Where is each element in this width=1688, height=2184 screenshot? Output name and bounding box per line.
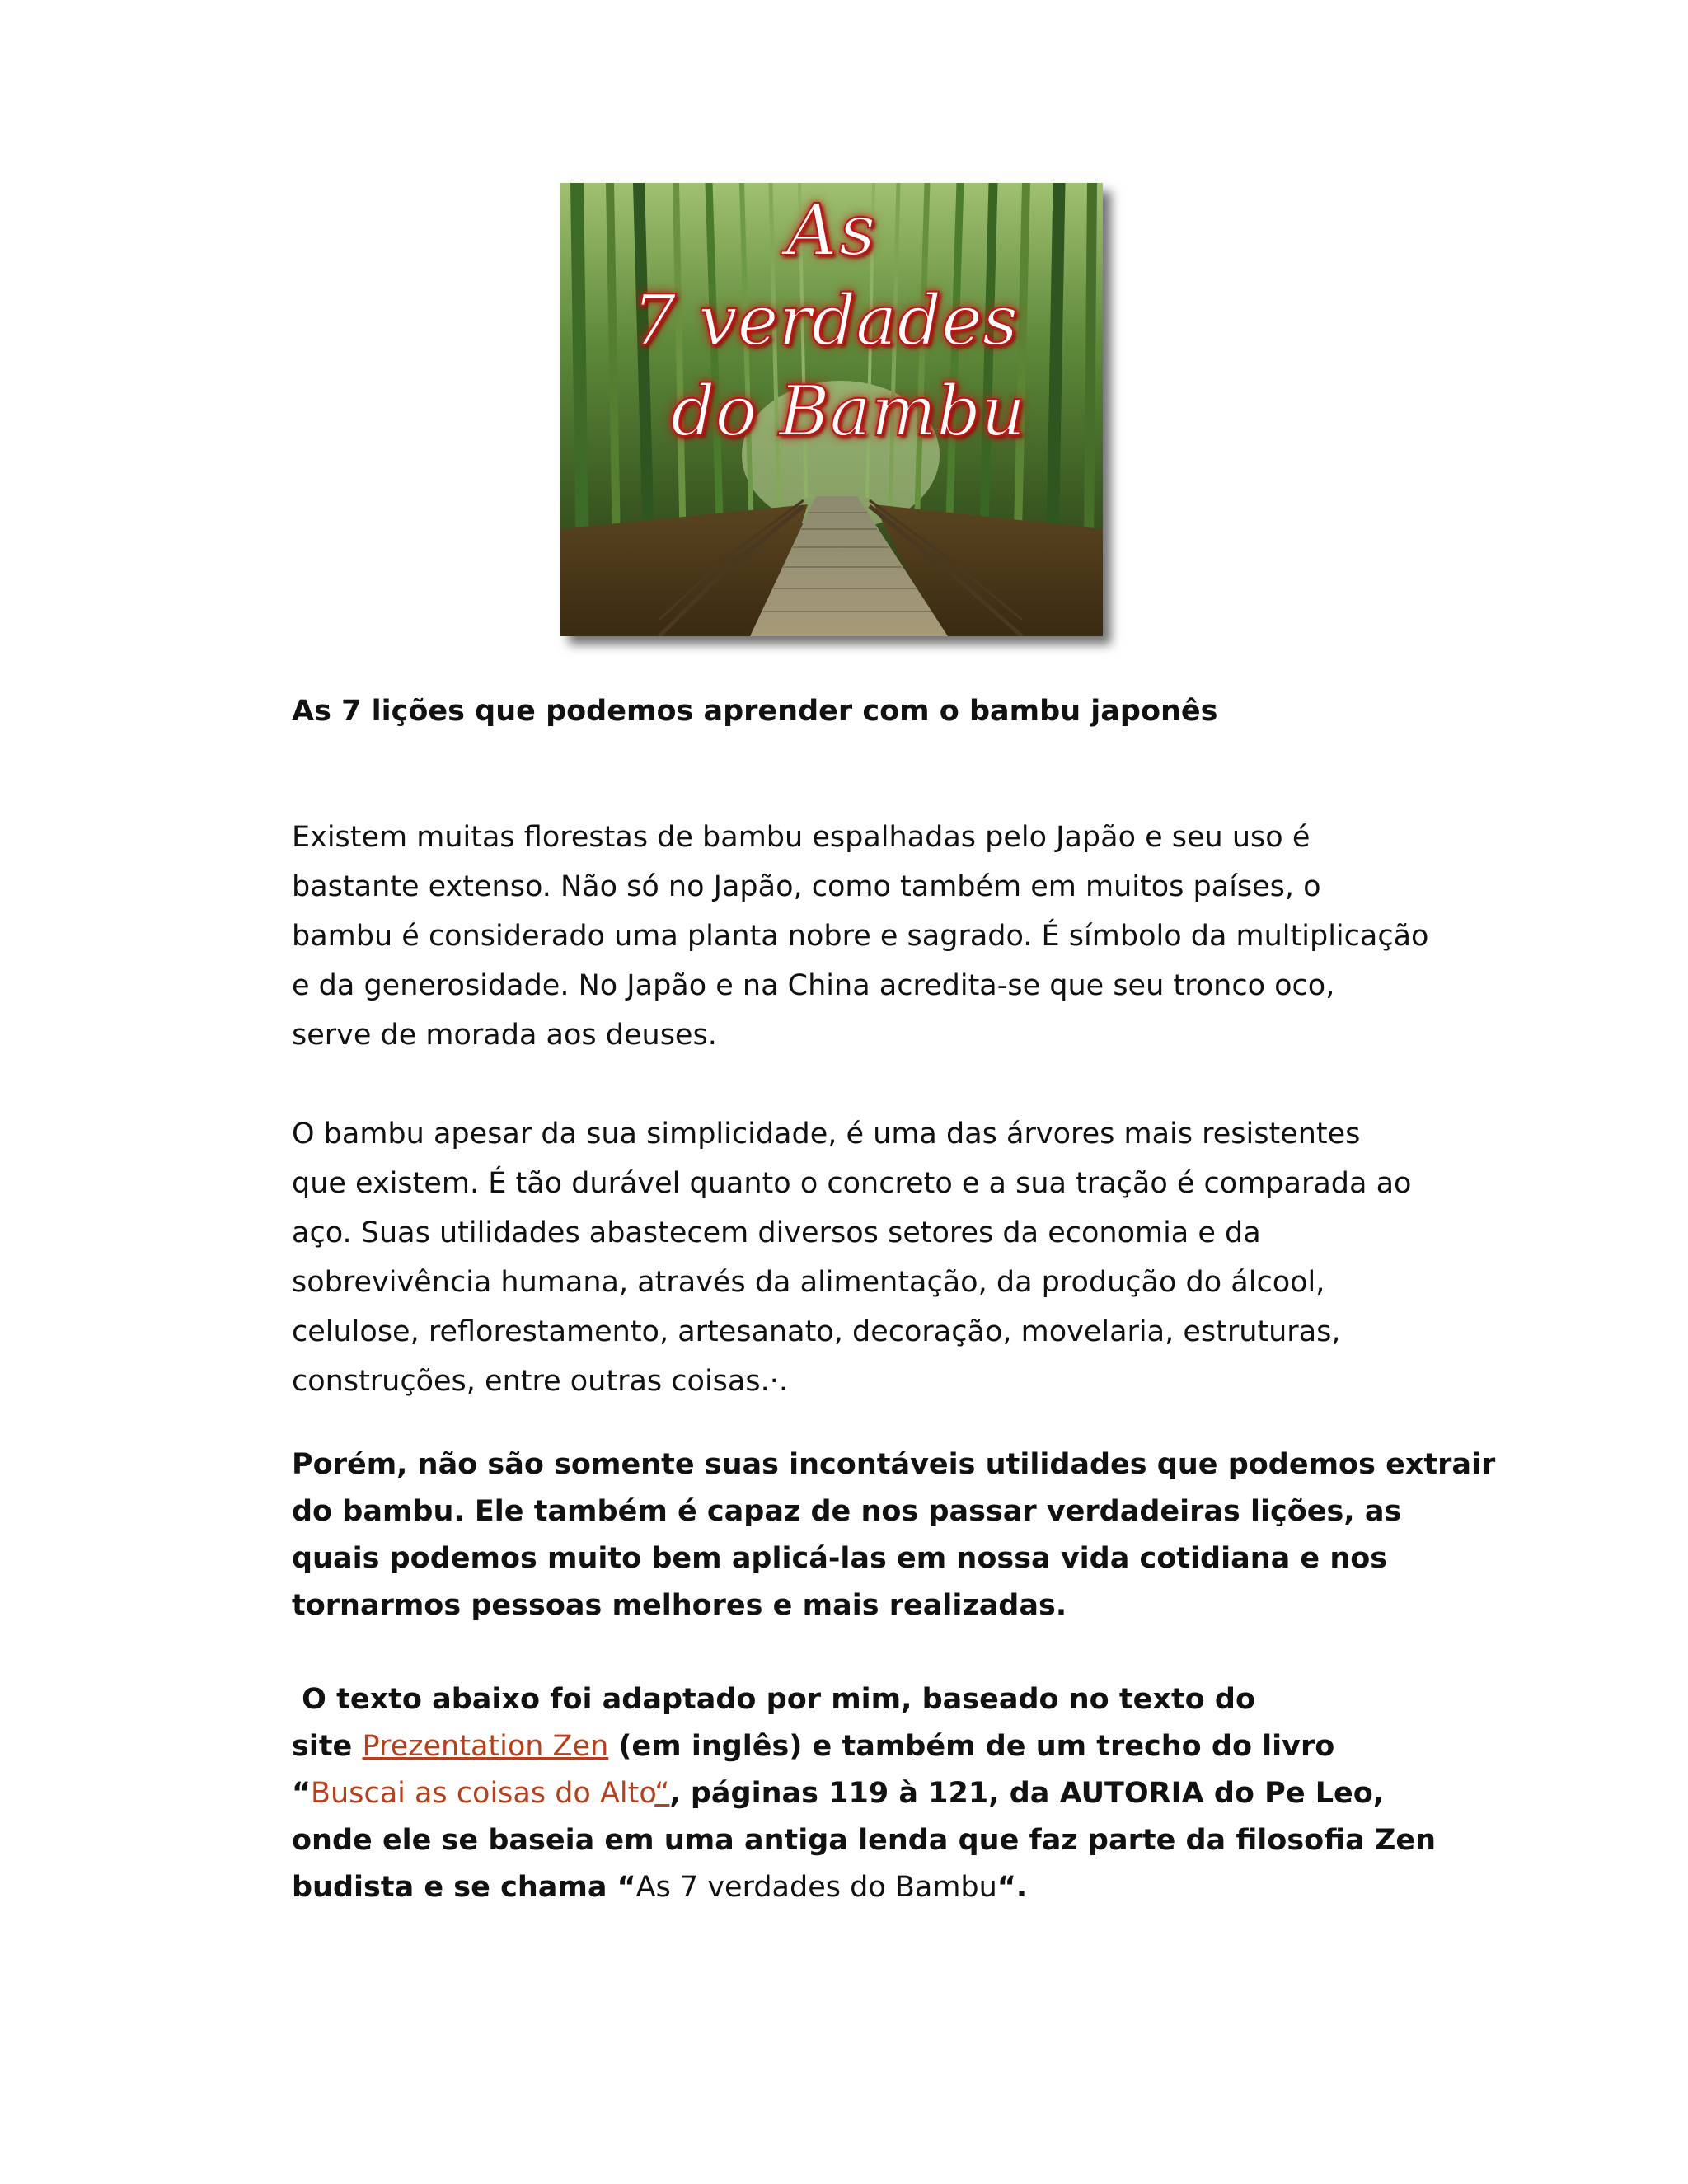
paragraph-line: celulose, reflorestamento, artesanato, decoração, movelaria, estruturas,: [292, 1315, 1341, 1348]
paragraph-line: bastante extenso. Não só no Japão, como também em muitos países, o: [292, 870, 1321, 903]
paragraph-line: tornarmos pessoas melhores e mais realizadas.: [292, 1589, 1067, 1622]
buscai-book-link[interactable]: Buscai as coisas do Alto: [311, 1777, 655, 1810]
text-segment: , páginas 119 à 121, da AUTORIA do Pe Leo,: [669, 1777, 1385, 1810]
paragraph-lessons: [292, 1441, 1496, 1629]
paragraph-line: quais podemos muito bem aplicá-las em nossa vida cotidiana e nos: [292, 1542, 1388, 1575]
paragraph-line: do bambu. Ele também é capaz de nos passar verdadeiras lições, as: [292, 1495, 1402, 1528]
paragraph-intro: [292, 813, 1429, 1060]
paragraph-line: O bambu apesar da sua simplicidade, é uma das árvores mais resistentes: [292, 1118, 1361, 1151]
paragraph-line: construções, entre outras coisas.·.: [292, 1365, 788, 1398]
book-title-text: As 7 verdades do Bambu: [635, 1871, 997, 1904]
paragraph-line: Existem muitas florestas de bambu espalhadas pelo Japão e seu uso é: [292, 821, 1311, 854]
text-segment: site: [292, 1730, 363, 1763]
paragraph-line: sobrevivência humana, através da alimentação, da produção do álcool,: [292, 1266, 1325, 1299]
paragraph-line: aço. Suas utilidades abastecem diversos setores da economia e da: [292, 1216, 1261, 1249]
cover-title-line-2: 7 verdades: [632, 280, 1018, 361]
paragraph-line: bambu é considerado uma planta nobre e sagrado. É símbolo da multiplicação: [292, 920, 1429, 953]
prezentation-zen-link[interactable]: Prezentation Zen: [362, 1730, 609, 1763]
open-quote: “: [292, 1777, 312, 1810]
text-segment: (em inglês) e também de um trecho do livro: [608, 1730, 1335, 1763]
buscai-book-link-quote[interactable]: “: [654, 1777, 670, 1810]
paragraph-resistance: [292, 1109, 1412, 1406]
text-segment: budista e se chama “: [292, 1871, 636, 1904]
document-heading: As 7 lições que podemos aprender com o bambu japonês: [292, 695, 1218, 728]
bamboo-forest-illustration: [560, 183, 1103, 636]
paragraph-line: O texto abaixo foi adaptado por mim, baseado no texto do: [292, 1683, 1256, 1716]
cover-title-line-1: As: [785, 190, 878, 272]
paragraph-line: e da generosidade. No Japão e na China acredita-se que seu tronco oco,: [292, 969, 1335, 1002]
paragraph-line: que existem. É tão durável quanto o concreto e a sua tração é comparada ao: [292, 1167, 1412, 1200]
paragraph-line: [292, 1770, 1396, 1817]
paragraph-line: Porém, não são somente suas incontáveis utilidades que podemos extrair: [292, 1448, 1496, 1481]
cover-image: [560, 183, 1103, 636]
paragraph-source: [292, 1676, 1436, 1911]
paragraph-line: [292, 1723, 1396, 1770]
paragraph-line: onde ele se baseia em uma antiga lenda que faz parte da filosofia Zen: [292, 1824, 1436, 1857]
cover-title-line-3: do Bambu: [670, 371, 1026, 452]
paragraph-line: serve de morada aos deuses.: [292, 1019, 717, 1052]
paragraph-line: [292, 1864, 1396, 1911]
text-segment: “.: [996, 1871, 1028, 1904]
